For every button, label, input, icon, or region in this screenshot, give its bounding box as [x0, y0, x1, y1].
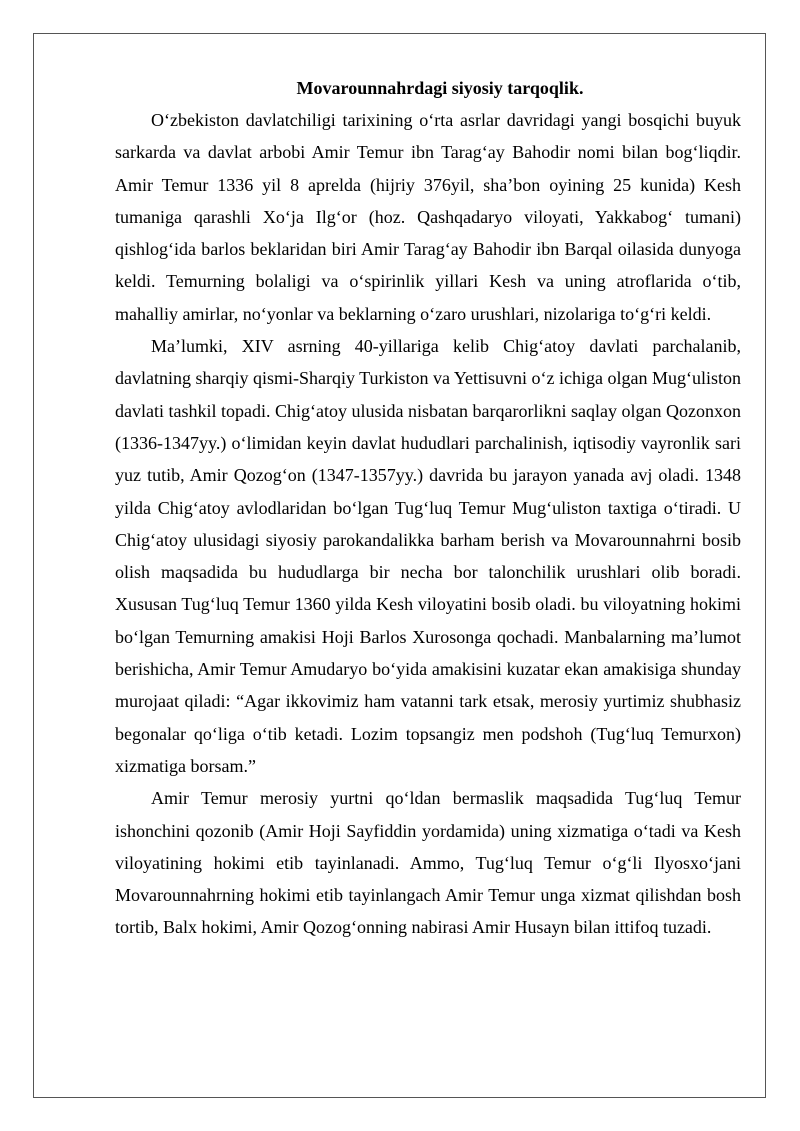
paragraph-2: Ma’lumki, XIV asrning 40-yillariga kelib Chig‘atoy davlati parchalanib, davlatning sharqiy qismi-Sharqiy Turkiston va Yettisuvni o‘z ichiga olgan Mug‘uliston davlati tashkil topadi. Chig‘atoy ulusida nisbatan barqarorlikni saqlay olgan Qozonxon (1336-1347yy.) o‘limidan keyin davlat hududlari parchalinish, iqtisodiy vayronlik sari yuz tutib, Amir Qozog‘on (1347-1357yy.) davrida bu jarayon yanada avj oladi. 1348 yilda Chig‘atoy avlodlaridan bo‘lgan Tug‘luq Temur Mug‘uliston taxtiga o‘tiradi. U Chig‘atoy ulusidagi siyosiy parokandalikka barham berish va Movarounnahrni bosib olish maqsadida bu hududlarga bir necha bor talonchilik urushlari olib boradi. Xususan Tug‘luq Temur 1360 yilda Kesh viloyatini bosib oladi. bu viloyatning hokimi bo‘lgan Temurning amakisi Hoji Barlos Xurosonga qochadi. Manbalarning ma’lumot berishicha, Amir Temur Amudaryo bo‘yida amakisini kuzatar ekan amakisiga shunday murojaat qiladi: “Agar ikkovimiz ham vatanni tark etsak, merosiy yurtimiz shubhasiz begonalar qo‘liga o‘tib ketadi. Lozim topsangiz men podshoh (Tug‘luq Temurxon) xizmatiga borsam.”: [115, 336, 741, 776]
paragraph-1: O‘zbekiston davlatchiligi tarixining o‘rta asrlar davridagi yangi bosqichi buyuk sarkarda va davlat arbobi Amir Temur ibn Tarag‘ay Bahodir nomi bilan bog‘liqdir. Amir Temur 1336 yil 8 aprelda (hijriy 376yil, sha’bon oyining 25 kunida) Kesh tumaniga qarashli Xo‘ja Ilg‘or (hoz. Qashqadaryo viloyati, Yakkabog‘ tumani) qishlog‘ida barlos beklaridan biri Amir Tarag‘ay Bahodir ibn Barqal oilasida dunyoga keldi. Temurning bolaligi va o‘spirinlik yillari Kesh va uning atroflarida o‘tib, mahalliy amirlar, no‘yonlar va beklarning o‘zaro urushlari, nizolariga to‘g‘ri keldi.: [115, 110, 741, 324]
document-title: Movarounnahrdagi siyosiy tarqoqlik.: [296, 78, 584, 98]
paragraph-3: Amir Temur merosiy yurtni qo‘ldan bermaslik maqsadida Tug‘luq Temur ishonchini qozonib (Amir Hoji Sayfiddin yordamida) uning xizmatiga o‘tadi va Kesh viloyatining hokimi etib tayinlanadi. Ammo, Tug‘luq Temur o‘g‘li Ilyosxo‘jani Movarounnahrning hokimi etib tayinlangach Amir Temur unga xizmat qilishdan bosh tortib, Balx hokimi, Amir Qozog‘onning nabirasi Amir Husayn bilan ittifoq tuzadi.: [115, 788, 741, 938]
document-body: [115, 72, 741, 944]
